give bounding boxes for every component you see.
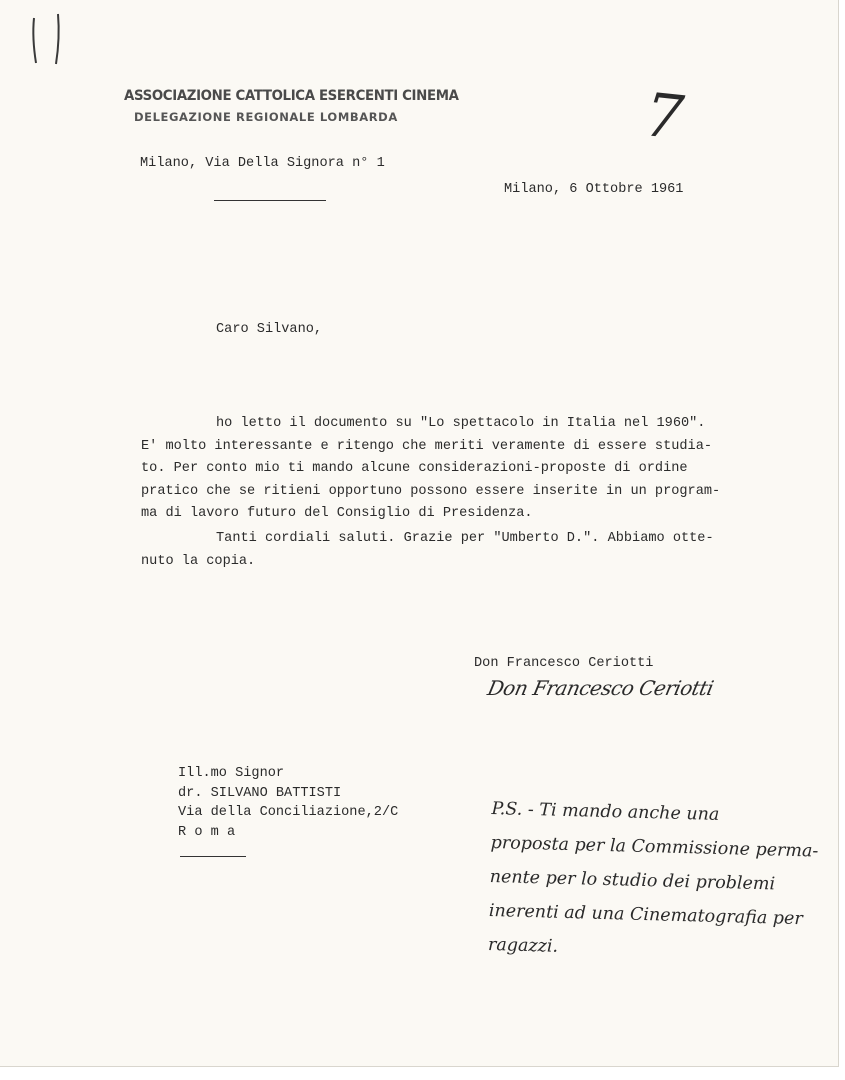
recipient-street: Via della Conciliazione,2/C [178,805,399,820]
letterhead-address: Milano, Via Della Signora n° 1 [140,156,385,171]
body-line: ho letto il documento su "Lo spettacolo in Italia nel 1960". [216,416,706,431]
body-line: pratico che se ritieni opportuno possono essere inserite in un program- [141,483,721,499]
postscript-line: ragazzi. [487,934,559,957]
postscript-line: P.S. - Ti mando anche una [491,798,720,825]
letterhead-delegation: DELEGAZIONE REGIONALE LOMBARDA [134,110,398,124]
body-line: E' molto interessante e ritengo che meriti veramente di essere studia- [141,438,713,454]
address-underline [214,200,326,201]
letter-date: Milano, 6 Ottobre 1961 [504,182,684,197]
body-paragraph-2 [141,528,714,573]
postscript-line: nente per lo studio dei problemi [489,866,776,895]
handwritten-page-mark: 7 [641,80,687,154]
recipient-name: dr. SILVANO BATTISTI [178,785,342,801]
body-line: ma di lavoro futuro del Consiglio di Presidenza. [141,506,533,521]
salutation: Caro Silvano, [216,322,323,337]
body-line: nuto la copia. [141,553,256,569]
recipient-city: R o m a [178,824,236,840]
recipient-block [178,764,398,842]
body-paragraph-1 [141,413,720,526]
recipient-title: Ill.mo Signor [178,766,285,781]
letterhead-association: ASSOCIAZIONE CATTOLICA ESERCENTI CINEMA [124,88,459,104]
body-line: Tanti cordiali saluti. Grazie per "Umberto D.". Abbiamo otte- [216,531,714,546]
handwritten-signature: Don Francesco Ceriotti [485,676,716,700]
body-line: to. Per conto mio ti mando alcune considerazioni-proposte di ordine [141,461,688,476]
postscript-line: inerenti ad una Cinematografia per [488,900,803,930]
pencil-corner-mark [28,8,68,68]
postscript-line: proposta per la Commissione perma- [490,832,819,862]
handwritten-postscript [488,792,820,971]
signature-name: Don Francesco Ceriotti [474,656,654,671]
recipient-underline [180,856,246,857]
